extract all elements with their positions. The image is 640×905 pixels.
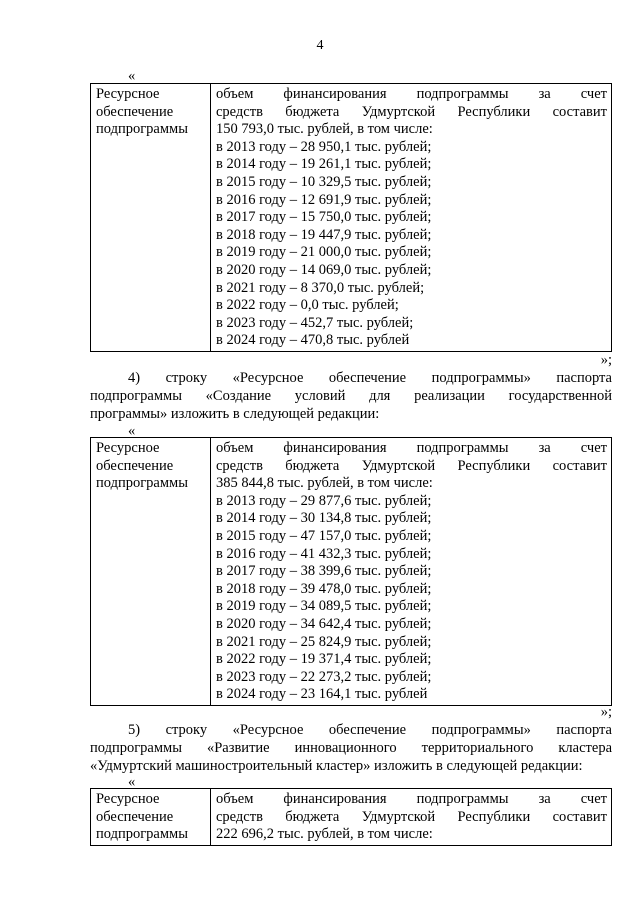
label-line: подпрограммы	[96, 826, 188, 843]
label-line: подпрограммы	[96, 475, 188, 492]
opening-quote: «	[128, 68, 136, 84]
year-line: в 2016 году – 12 691,9 тыс. рублей;	[216, 191, 432, 208]
year-line: в 2020 году – 14 069,0 тыс. рублей;	[216, 261, 432, 278]
paragraph-line: 5) строку «Ресурсное обеспечение подпрограммы» паспорта	[128, 722, 612, 738]
year-line: в 2017 году – 15 750,0 тыс. рублей;	[216, 209, 432, 226]
year-line: в 2021 году – 8 370,0 тыс. рублей;	[216, 279, 425, 296]
closing-quote: »;	[600, 352, 612, 368]
paragraph-4	[90, 369, 612, 423]
resource-table-3	[90, 788, 612, 846]
year-line: в 2024 году – 470,8 тыс. рублей	[216, 332, 410, 349]
year-line: в 2013 году – 29 877,6 тыс. рублей;	[216, 492, 432, 509]
total-line: 222 696,2 тыс. рублей, в том числе:	[216, 826, 433, 843]
year-line: в 2022 году – 19 371,4 тыс. рублей;	[216, 651, 432, 668]
intro-line: объем финансирования подпрограммы за счет	[216, 440, 607, 456]
year-line: в 2020 году – 34 642,4 тыс. рублей;	[216, 615, 432, 632]
paragraph-line: «Удмуртский машиностроительный кластер» изложить в следующей редакции:	[90, 758, 583, 774]
year-line: в 2015 году – 10 329,5 тыс. рублей;	[216, 173, 432, 190]
year-line: в 2023 году – 22 273,2 тыс. рублей;	[216, 668, 432, 685]
year-line: в 2015 году – 47 157,0 тыс. рублей;	[216, 527, 432, 544]
label-line: обеспечение	[96, 457, 174, 474]
opening-quote: «	[128, 423, 136, 439]
year-line: в 2018 году – 19 447,9 тыс. рублей;	[216, 226, 432, 243]
label-line: Ресурсное	[96, 791, 160, 807]
paragraph-line: программы» изложить в следующей редакции:	[90, 406, 380, 422]
intro-line: средств бюджета Удмуртской Республики составит	[216, 103, 607, 120]
year-line: в 2018 году – 39 478,0 тыс. рублей;	[216, 580, 432, 597]
label-line: подпрограммы	[96, 121, 188, 138]
year-line: в 2023 году – 452,7 тыс. рублей;	[216, 314, 414, 331]
resource-value-cell	[211, 789, 612, 846]
label-line: обеспечение	[96, 808, 174, 825]
paragraph-line: 4) строку «Ресурсное обеспечение подпрограммы» паспорта	[128, 370, 612, 386]
label-line: Ресурсное	[96, 440, 160, 456]
year-line: в 2019 году – 21 000,0 тыс. рублей;	[216, 244, 432, 261]
resource-label-cell	[91, 438, 211, 706]
paragraph-5	[90, 721, 612, 775]
intro-line: объем финансирования подпрограммы за счет	[216, 791, 607, 807]
year-line: в 2024 году – 23 164,1 тыс. рублей	[216, 686, 428, 703]
year-line: в 2013 году – 28 950,1 тыс. рублей;	[216, 138, 432, 155]
total-line: 150 793,0 тыс. рублей, в том числе:	[216, 121, 433, 138]
label-line: обеспечение	[96, 103, 174, 120]
paragraph-line: подпрограммы «Создание условий для реализации государственной	[90, 388, 612, 404]
year-line: в 2016 году – 41 432,3 тыс. рублей;	[216, 545, 432, 562]
year-line: в 2014 году – 19 261,1 тыс. рублей;	[216, 156, 432, 173]
paragraph-line: подпрограммы «Развитие инновационного территориального кластера	[90, 740, 612, 756]
resource-label-cell	[91, 789, 211, 846]
label-line: Ресурсное	[96, 86, 160, 102]
resource-value-cell	[211, 438, 612, 706]
year-line: в 2022 году – 0,0 тыс. рублей;	[216, 297, 399, 314]
year-line: в 2014 году – 30 134,8 тыс. рублей;	[216, 510, 432, 527]
resource-label-cell	[91, 84, 211, 352]
intro-line: средств бюджета Удмуртской Республики составит	[216, 808, 607, 825]
intro-line: средств бюджета Удмуртской Республики составит	[216, 457, 607, 474]
year-line: в 2021 году – 25 824,9 тыс. рублей;	[216, 633, 432, 650]
resource-table-1	[90, 83, 612, 352]
intro-line: объем финансирования подпрограммы за счет	[216, 86, 607, 102]
closing-quote: »;	[600, 704, 612, 720]
opening-quote: «	[128, 774, 136, 790]
page-number: 4	[316, 38, 324, 53]
resource-table-2	[90, 437, 612, 706]
year-line: в 2017 году – 38 399,6 тыс. рублей;	[216, 563, 432, 580]
total-line: 385 844,8 тыс. рублей, в том числе:	[216, 475, 433, 492]
year-line: в 2019 году – 34 089,5 тыс. рублей;	[216, 598, 432, 615]
resource-value-cell	[211, 84, 612, 352]
